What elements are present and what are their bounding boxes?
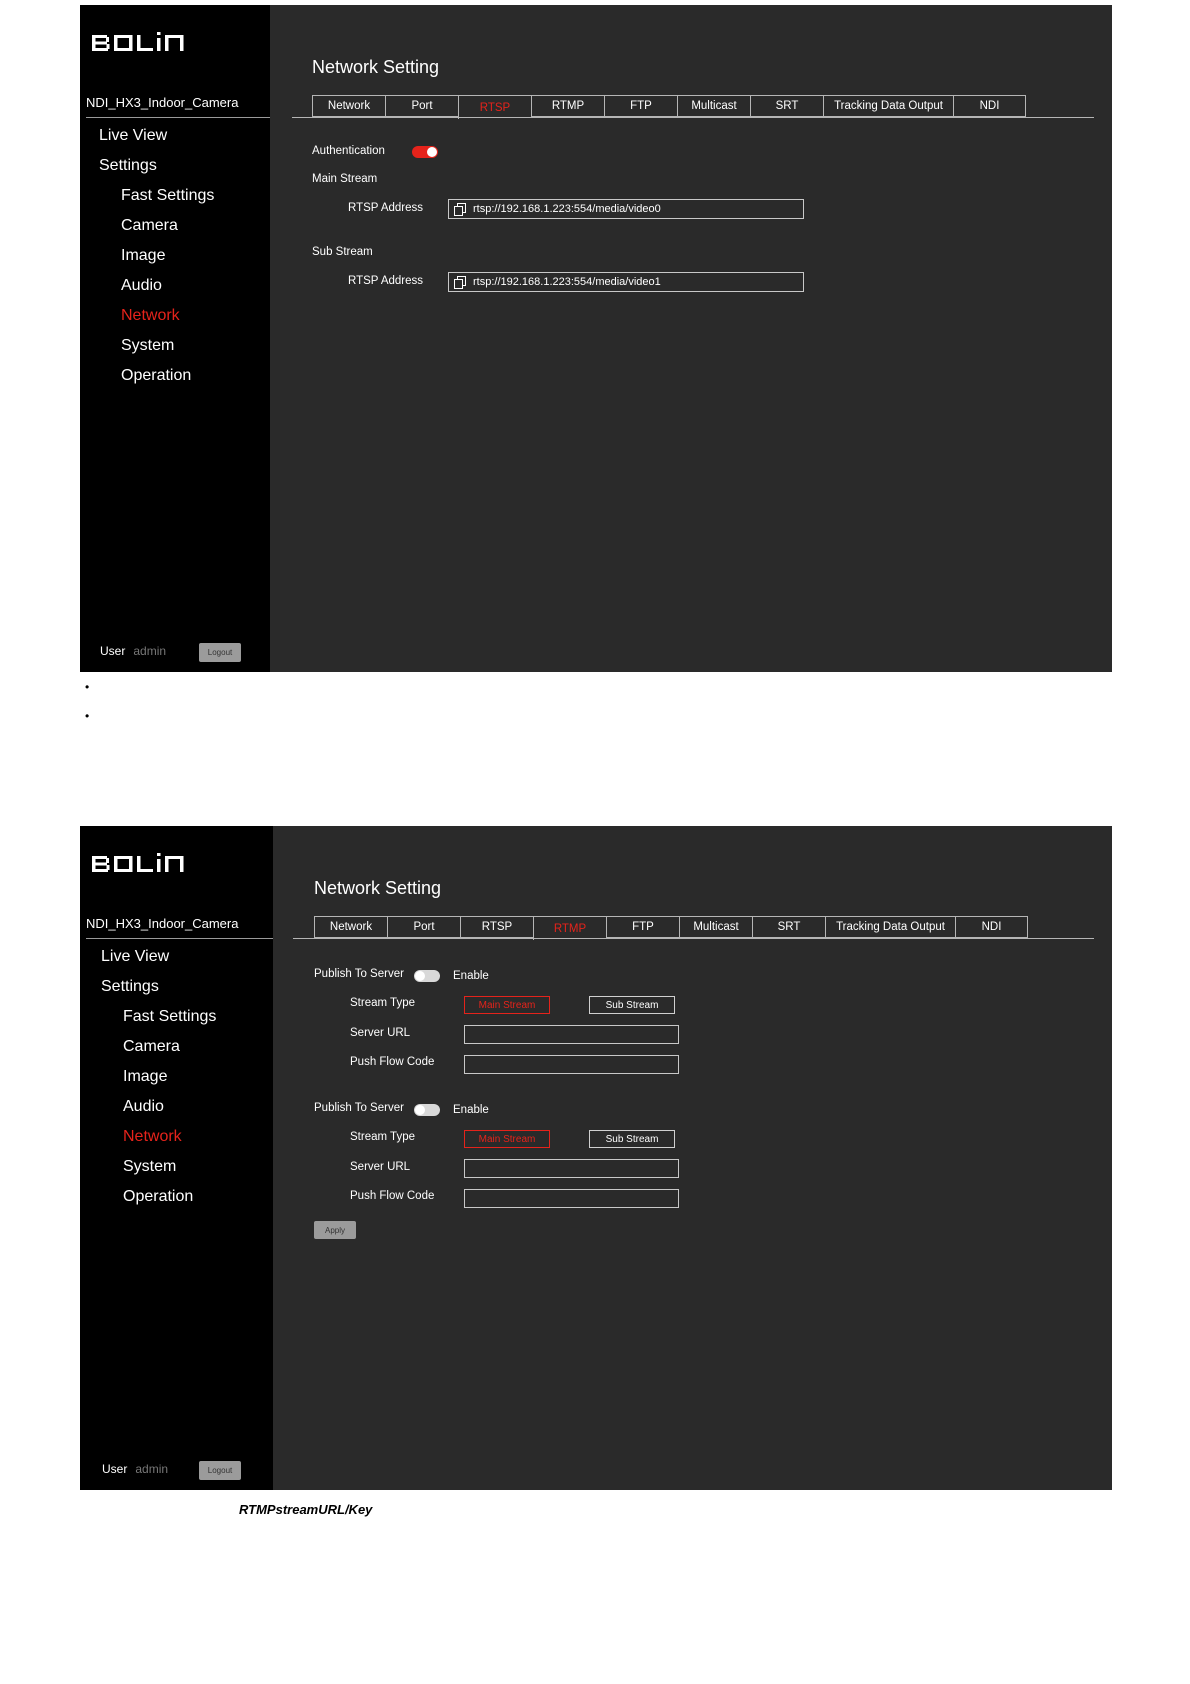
enable-label: Enable <box>453 970 489 982</box>
figure-caption: RTMPstreamURL/Key <box>239 1502 373 1517</box>
tab-network[interactable]: Network <box>314 916 387 938</box>
push-flow-code-input[interactable] <box>464 1055 679 1074</box>
sidebar <box>80 826 273 1490</box>
bolin-logo <box>92 850 194 878</box>
bullet: • <box>85 709 90 723</box>
tab-multicast[interactable]: Multicast <box>677 95 750 117</box>
device-name: NDI_HX3_Indoor_Camera <box>86 916 239 931</box>
nav-network[interactable]: Network <box>123 1128 182 1145</box>
bullet: • <box>85 680 90 694</box>
logout-button[interactable]: Logout <box>199 643 241 662</box>
authentication-label: Authentication <box>312 145 385 157</box>
tab-srt[interactable]: SRT <box>752 916 825 938</box>
screenshot-rtmp <box>80 826 1112 1490</box>
stream-type-label: Stream Type <box>350 997 415 1009</box>
bolin-logo <box>92 29 194 57</box>
main-rtsp-address-value: rtsp://192.168.1.223:554/media/video0 <box>473 203 661 215</box>
device-name: NDI_HX3_Indoor_Camera <box>86 95 239 110</box>
nav-operation[interactable]: Operation <box>121 367 192 384</box>
stream-type-label: Stream Type <box>350 1131 415 1143</box>
nav-system[interactable]: System <box>121 337 175 354</box>
push-flow-code-input[interactable] <box>464 1189 679 1208</box>
nav-operation[interactable]: Operation <box>123 1188 194 1205</box>
tab-ftp[interactable]: FTP <box>606 916 679 938</box>
push-flow-code-label: Push Flow Code <box>350 1056 435 1068</box>
tab-port[interactable]: Port <box>387 916 460 938</box>
user-info <box>100 644 166 658</box>
copy-icon[interactable] <box>453 202 467 216</box>
nav-audio[interactable]: Audio <box>123 1098 164 1115</box>
tab-rtsp[interactable]: RTSP <box>458 95 531 119</box>
tab-srt[interactable]: SRT <box>750 95 823 117</box>
nav-fast-settings[interactable]: Fast Settings <box>121 187 215 204</box>
tab-ndi[interactable]: NDI <box>953 95 1026 117</box>
main-content <box>270 5 1112 672</box>
push-flow-code-label: Push Flow Code <box>350 1190 435 1202</box>
page-title: Network Setting <box>312 57 440 77</box>
publish-enable-toggle[interactable] <box>414 970 440 982</box>
main-stream-button[interactable]: Main Stream <box>464 1130 550 1148</box>
enable-label: Enable <box>453 1104 489 1116</box>
tab-rtsp[interactable]: RTSP <box>460 916 533 938</box>
user-label: User <box>100 644 126 658</box>
user-info <box>102 1462 168 1476</box>
tab-ftp[interactable]: FTP <box>604 95 677 117</box>
server-url-input[interactable] <box>464 1025 679 1044</box>
apply-button[interactable]: Apply <box>314 1221 356 1239</box>
server-url-input[interactable] <box>464 1159 679 1178</box>
server-url-label: Server URL <box>350 1161 411 1173</box>
divider <box>86 938 273 939</box>
tab-tracking-data-output[interactable]: Tracking Data Output <box>823 95 953 117</box>
tab-underline <box>292 117 1094 118</box>
sub-rtsp-address-value: rtsp://192.168.1.223:554/media/video1 <box>473 276 661 288</box>
tab-network[interactable]: Network <box>312 95 385 117</box>
page-title: Network Setting <box>314 878 442 898</box>
main-rtsp-address-label: RTSP Address <box>348 202 424 214</box>
main-stream-label: Main Stream <box>312 173 378 185</box>
nav-camera[interactable]: Camera <box>123 1038 180 1055</box>
tab-multicast[interactable]: Multicast <box>679 916 752 938</box>
nav-live-view[interactable]: Live View <box>101 948 170 965</box>
nav-audio[interactable]: Audio <box>121 277 162 294</box>
tab-rtmp[interactable]: RTMP <box>531 95 604 117</box>
nav-settings[interactable]: Settings <box>101 978 159 995</box>
user-label: User <box>102 1462 128 1476</box>
tab-bar <box>314 916 1028 940</box>
nav-image[interactable]: Image <box>121 247 166 264</box>
tab-bar <box>312 95 1026 119</box>
tab-rtmp[interactable]: RTMP <box>533 916 606 940</box>
nav-system[interactable]: System <box>123 1158 177 1175</box>
tab-ndi[interactable]: NDI <box>955 916 1028 938</box>
tab-underline <box>293 938 1094 939</box>
sub-stream-label: Sub Stream <box>312 246 373 258</box>
nav-settings[interactable]: Settings <box>99 157 157 174</box>
sidebar <box>80 5 270 672</box>
main-stream-button[interactable]: Main Stream <box>464 996 550 1014</box>
divider <box>86 117 270 118</box>
user-name: admin <box>133 644 167 658</box>
copy-icon[interactable] <box>453 275 467 289</box>
publish-enable-toggle[interactable] <box>414 1104 440 1116</box>
nav-image[interactable]: Image <box>123 1068 168 1085</box>
nav-live-view[interactable]: Live View <box>99 127 168 144</box>
nav-fast-settings[interactable]: Fast Settings <box>123 1008 217 1025</box>
screenshot-rtsp <box>80 5 1112 672</box>
main-content <box>273 826 1112 1490</box>
nav-network[interactable]: Network <box>121 307 180 324</box>
sub-rtsp-address-field[interactable] <box>448 272 804 292</box>
logout-button[interactable]: Logout <box>199 1461 241 1480</box>
tab-port[interactable]: Port <box>385 95 458 117</box>
sub-stream-button[interactable]: Sub Stream <box>589 996 675 1014</box>
tab-tracking-data-output[interactable]: Tracking Data Output <box>825 916 955 938</box>
server-url-label: Server URL <box>350 1027 411 1039</box>
nav-camera[interactable]: Camera <box>121 217 178 234</box>
sub-stream-button[interactable]: Sub Stream <box>589 1130 675 1148</box>
sub-rtsp-address-label: RTSP Address <box>348 275 424 287</box>
publish-to-server-label: Publish To Server <box>314 968 404 980</box>
user-name: admin <box>135 1462 169 1476</box>
publish-to-server-label: Publish To Server <box>314 1102 404 1114</box>
authentication-toggle[interactable] <box>412 146 438 158</box>
main-rtsp-address-field[interactable] <box>448 199 804 219</box>
